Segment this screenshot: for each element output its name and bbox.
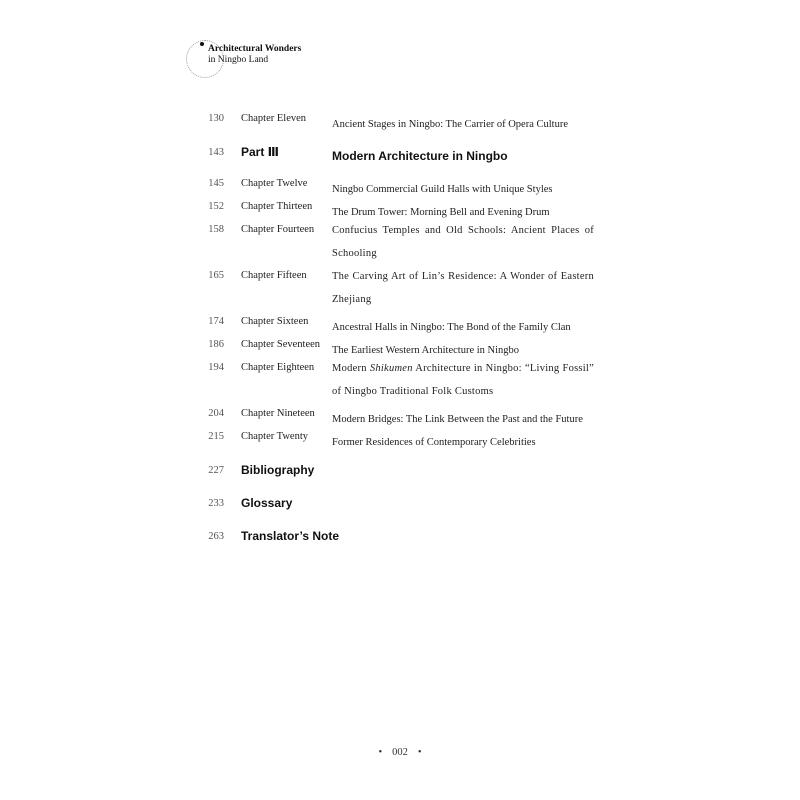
toc-page-number: 204 — [208, 408, 224, 419]
toc-chapter-title — [332, 357, 594, 403]
toc-part-title: Modern Architecture in Ningbo — [332, 149, 508, 163]
toc-chapter-title: Ningbo Commercial Guild Halls with Unique Styles — [332, 184, 553, 195]
toc-page-number: 130 — [208, 113, 224, 124]
header-subtitle: in Ningbo Land — [208, 55, 269, 65]
toc-chapter-label: Chapter Seventeen — [241, 339, 321, 350]
toc-page-number: 165 — [208, 270, 224, 281]
toc-chapter-title: Confucius Temples and Old Schools: Ancient Places of Schooling — [332, 225, 594, 259]
toc-chapter-title: The Earliest Western Architecture in Ningbo — [332, 345, 520, 356]
toc-page-number: 143 — [208, 147, 224, 158]
toc-page-number: 263 — [208, 531, 224, 542]
toc-section-label: Bibliography — [241, 463, 315, 477]
toc-chapter-label: Chapter Thirteen — [241, 201, 313, 212]
header-title: Architectural Wonders — [208, 44, 302, 54]
toc-section-label: Translator’s Note — [241, 529, 340, 543]
toc-part-label: Part Ⅲ — [241, 145, 280, 159]
toc-chapter-label: Chapter Eighteen — [241, 362, 315, 373]
toc-page-number: 174 — [208, 316, 224, 327]
toc-chapter-title: The Carving Art of Lin’s Residence: A Wonder of Eastern Zhejiang — [332, 271, 594, 305]
toc-page-number: 215 — [208, 431, 224, 442]
toc-chapter-title: Former Residences of Contemporary Celebrities — [332, 437, 536, 448]
toc-chapter-title: Ancient Stages in Ningbo: The Carrier of Opera Culture — [332, 119, 568, 130]
toc-page-number: 233 — [208, 498, 224, 509]
toc-page-number: 158 — [208, 224, 224, 235]
footer-bullet-right-icon: • — [417, 747, 422, 758]
toc-chapter-label: Chapter Twenty — [241, 431, 309, 442]
toc-title-italic: Shikumen — [369, 363, 413, 374]
toc-chapter-title: Modern Bridges: The Link Between the Past and the Future — [332, 414, 583, 425]
toc-page-number: 145 — [208, 178, 224, 189]
toc-chapter-label: Chapter Nineteen — [241, 408, 315, 419]
toc-chapter-label: Chapter Fifteen — [241, 270, 307, 281]
toc-title-part: Architecture in Ningbo: “Living Fossil” of Ningbo Traditional Folk Customs — [332, 363, 594, 397]
toc-section-label: Glossary — [241, 496, 293, 510]
page-footer — [0, 747, 800, 758]
toc-chapter-label: Chapter Twelve — [241, 178, 308, 189]
toc-page-number: 152 — [208, 201, 224, 212]
toc-chapter-label: Chapter Fourteen — [241, 224, 315, 235]
footer-page-number: 002 — [392, 747, 408, 758]
toc-chapter-title: The Drum Tower: Morning Bell and Evening Drum — [332, 207, 550, 218]
toc-page-number: 194 — [208, 362, 224, 373]
toc-chapter-label: Chapter Sixteen — [241, 316, 309, 327]
footer-bullet-left-icon: • — [378, 747, 383, 758]
toc-page-number: 186 — [208, 339, 224, 350]
toc-chapter-label: Chapter Eleven — [241, 113, 307, 124]
toc-title-part: Modern — [332, 363, 370, 374]
toc-page-number: 227 — [208, 465, 224, 476]
toc-chapter-title: Ancestral Halls in Ningbo: The Bond of the Family Clan — [332, 322, 571, 333]
